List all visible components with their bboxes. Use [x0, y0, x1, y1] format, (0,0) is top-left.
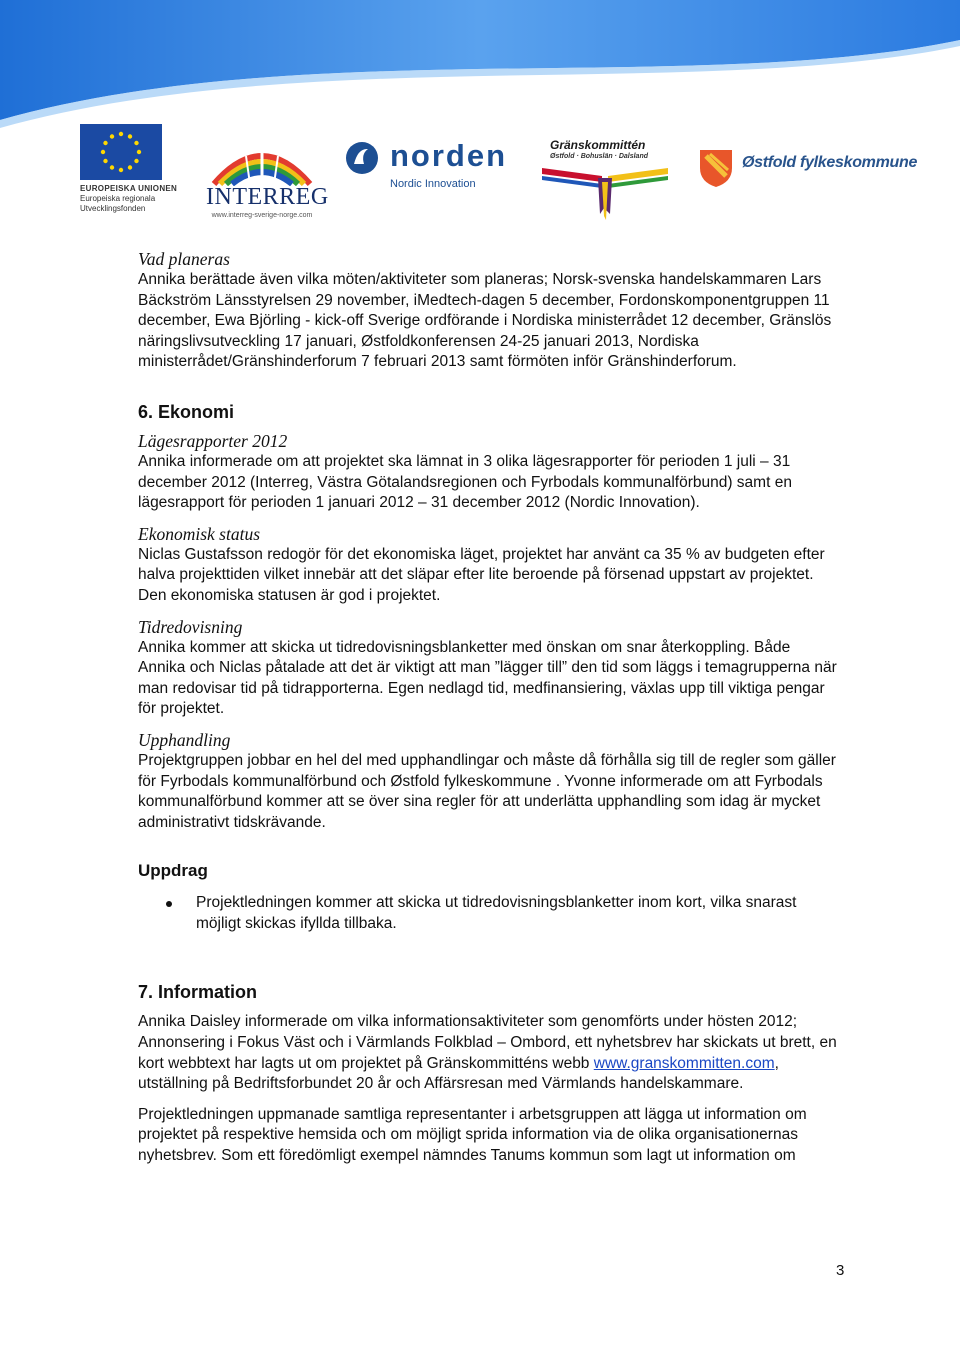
uppdrag-heading: Uppdrag	[138, 861, 208, 881]
logo-row	[0, 118, 960, 228]
granskommitten-logo	[540, 138, 670, 224]
information-paragraph-2: Projektledningen uppmanade samtliga representanter i arbetsgruppen att lägga ut information om projektet på respektive hemsida och om möjligt sprida information via de olika organisationernas nyhetsbrev. Som ett föredömligt exempel nämndes Tanums kommun som lagt ut information om	[138, 1105, 807, 1165]
ostfold-wordmark: Østfold fylkeskommune	[742, 154, 918, 171]
tidredovisning-heading: Tidredovisning	[138, 616, 243, 637]
interreg-arc-icon	[206, 138, 318, 186]
vad-planeras-body: Annika berättade även vilka möten/aktiviteter som planeras; Norsk-svenska handelskammaren Lars Bäckström Länsstyrelsen 29 november, iMedtech-dagen 5 december, Fordonskomponentgruppen 11 december, Ewa Björling - kick-off Sverige ordförande i Nordiska ministerrådet 12 december, Gränslös näringslivsutveckling 17 januari, Østfoldkonferensen 24-25 januari 2013, Nordiska ministerrådet/Gränshinderforum 7 februari 2013 samt förmöten inför Gränshinderforum.	[138, 271, 832, 371]
section-7-heading: 7. Information	[138, 982, 258, 1003]
information-text-before: Annika Daisley informerade om vilka informationsaktiviteter som genomförts under hösten 2012; Annonsering i Fokus Väst och i Värmlands Folkblad – Ombord, ett nyhetsbrev har skickats ut brett, en kort webbtext har lagts ut om projektet på Gränskommitténs webb	[138, 1013, 837, 1072]
lagesrapporter-body: Annika informerade om att projektet ska lämnat in 3 olika lägesrapporter för perioden 1 juli – 31 december 2012 (Interreg, Västra Götalandsregionen och Fyrbodals kommunalförbund) samt en lägesrapport för perioden 1 januari 2012 – 31 december 2012 (Nordic Innovation).	[138, 452, 792, 512]
information-paragraph-1	[138, 1012, 838, 1094]
page-number: 3	[836, 1262, 845, 1279]
header-band	[0, 0, 960, 130]
ekonomisk-status-heading: Ekonomisk status	[138, 523, 261, 544]
norden-subtitle: Nordic Innovation	[390, 178, 476, 190]
ribbon-icon	[540, 164, 670, 224]
eu-flag-logo	[80, 124, 162, 180]
granskommitten-link[interactable]: www.granskommitten.com	[593, 1054, 775, 1072]
norden-wordmark: norden	[390, 138, 508, 173]
interreg-url: www.interreg-sverige-norge.com	[211, 212, 313, 219]
eu-logo-text	[80, 184, 190, 214]
document-body	[138, 247, 838, 1167]
interreg-wordmark: INTERREG	[206, 184, 329, 210]
uppdrag-bullet-text: Projektledningen kommer att skicka ut tidredovisningsblanketter inom kort, vilka snarast möjligt skickas ifyllda tillbaka.	[196, 894, 797, 932]
norden-logo	[344, 138, 514, 190]
uppdrag-list-item	[138, 893, 838, 934]
granskommitten-subtitle: Østfold · Bohuslän · Dalsland	[550, 153, 649, 160]
ekonomisk-status-body: Niclas Gustafsson redogör för det ekonomiska läget, projektet har använt ca 35 % av budgeten efter halva projekttiden vilket innebär att det släpar efter lite beroende på försenad uppstart av projektet. Den ekonomiska statusen är god i projektet.	[138, 545, 825, 604]
ostfold-logo	[698, 148, 918, 188]
bullet-icon	[166, 901, 172, 907]
norden-swan-icon	[344, 140, 380, 176]
section-6-heading: 6. Ekonomi	[138, 401, 235, 422]
eu-line3: Utvecklingsfonden	[80, 204, 146, 213]
upphandling-heading: Upphandling	[138, 729, 231, 750]
interreg-logo	[206, 138, 329, 219]
vad-planeras-heading: Vad planeras	[138, 249, 230, 269]
upphandling-body: Projektgruppen jobbar en hel del med upphandlingar och måste då förhålla sig till de regler som gäller för Fyrbodals kommunalförbund och Østfold fylkeskommune . Yvonne informerade om att Fyrbodals kommunalförbund kommer att se över sina regler för att underlätta upphandling som idag är mycket administrativt tidskrävande.	[138, 751, 836, 831]
eu-line2: Europeiska regionala	[80, 194, 156, 203]
granskommitten-wordmark: Gränskommittén	[550, 138, 646, 152]
information-text-after: , utställning på Bedriftsforbundet 20 år och Affärsresan med Värmlands handelskammare.	[138, 1054, 779, 1093]
eu-line1: EUROPEISKA UNIONEN	[80, 184, 178, 193]
ostfold-shield-icon	[698, 148, 734, 188]
lagesrapporter-heading: Lägesrapporter 2012	[138, 430, 288, 451]
tidredovisning-body: Annika kommer att skicka ut tidredovisningsblanketter med önskan om snar återkoppling. Både Annika och Niclas påtalade att det är viktigt att man ”lägger till” den tid som läggs i temagrupperna när man redovisar tid på tidrapporterna. Egen nedlagd tid, medfinansiering, växlas upp till viktiga pengar för projektet.	[138, 638, 837, 718]
